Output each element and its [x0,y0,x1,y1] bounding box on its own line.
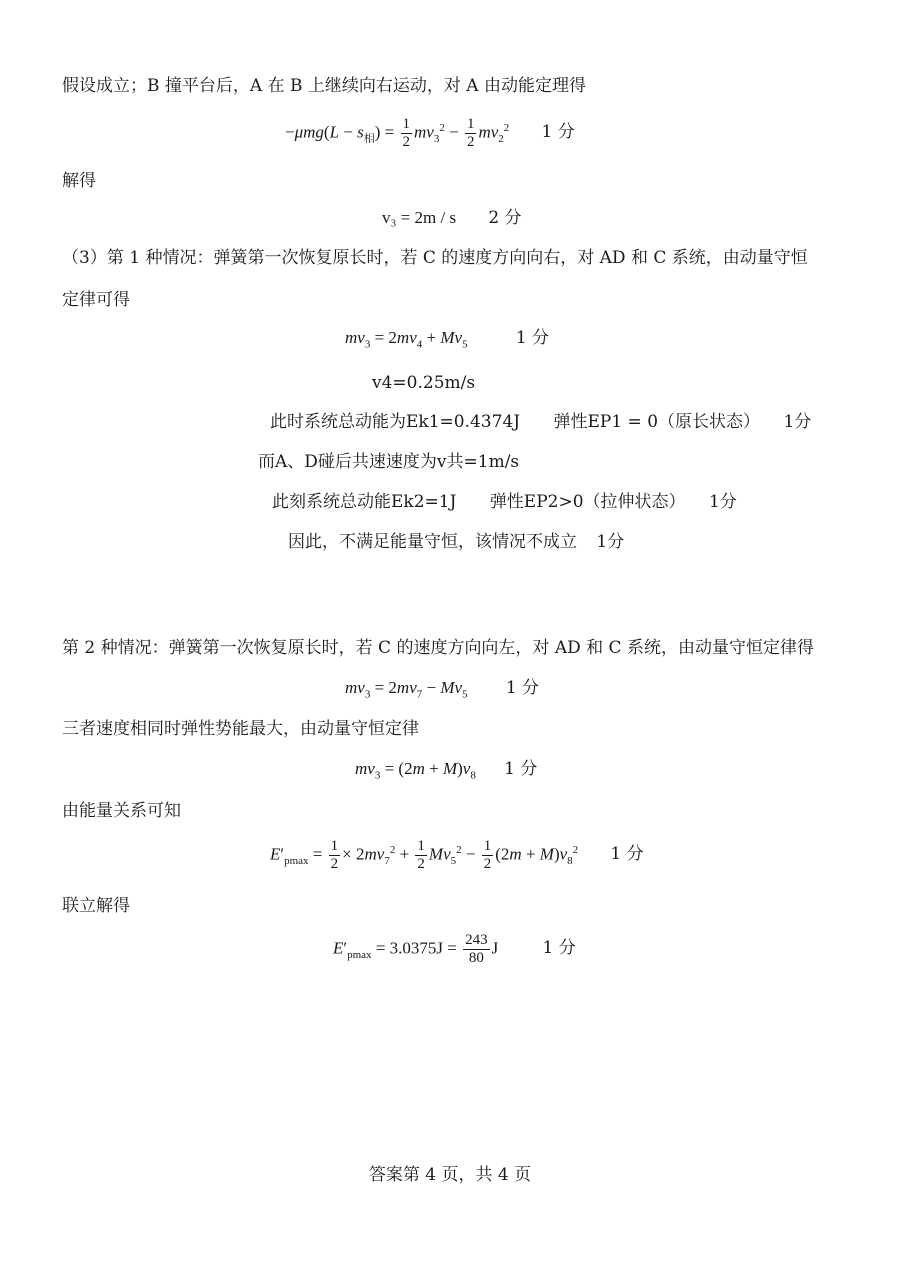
score-label: 1 分 [515,328,550,348]
text-line: 此刻系统总动能Ek2=1J 弹性EP2>0（拉伸状态） 1分 [272,492,737,512]
equation-work-energy: $-\mu mg(L - s_相)$ = $\frac{1}{2}$ $mv_3^2$ − $\frac{1}{2}$ $mv_2^2$ 1 分 [285,116,575,150]
equation-result-v3: v₃ = 2m / s 2 分 [382,208,522,228]
text-line: 由能量关系可知 [62,801,181,821]
text-line: 而A、D碰后共速速度为v共=1m/s [258,452,520,472]
text-line: 解得 [62,171,96,191]
text-line: 联立解得 [62,896,130,916]
text-line: 假设成立；B 撞平台后，A 在 B 上继续向右运动，对 A 由动能定理得 [62,76,586,96]
text-line: 三者速度相同时弹性势能最大，由动量守恒定律 [62,719,419,739]
equation-momentum-1: $mv_3 = 2mv_4 + Mv_5$ 1 分 [345,328,550,351]
text-line: v4=0.25m/s [372,373,476,393]
text-line: 定律可得 [62,290,130,310]
score-label: 1 分 [505,678,540,698]
equation-momentum-3: $mv_3 = (2m + M)v_8$ 1 分 [355,759,538,782]
equation-final-result: $E'_{pmax} = 3.0375J$ = $\frac{243}{80}$ J 1 分 [333,932,576,966]
score-label: 1 分 [542,938,576,959]
score-label: 1 分 [504,759,538,779]
page-footer: 答案第 4 页，共 4 页 [368,1165,532,1185]
score-label: 1 分 [541,122,575,143]
score-label: 2 分 [488,208,522,228]
text-line: （3）第 1 种情况：弹簧第一次恢复原长时，若 C 的速度方向向右，对 AD 和 C 系统，由动量守恒 [62,248,808,268]
score-label: 1 分 [610,844,644,865]
equation-energy: $E'_{pmax}$ = $\frac{1}{2}$ × $2mv_7^2$ + $\frac{1}{2}$ $Mv_5^2$ − $\frac{1}{2}$ $(2m + M)v_8^2$ 1 分 [270,838,644,872]
text-line: 第 2 种情况：弹簧第一次恢复原长时，若 C 的速度方向向左，对 AD 和 C 系统，由动量守恒定律得 [62,638,814,658]
text-line: 因此，不满足能量守恒，该情况不成立 1分 [288,532,625,552]
equation-momentum-2: $mv_3 = 2mv_7 - Mv_5$ 1 分 [345,678,540,701]
text-line: 此时系统总动能为Ek1=0.4374J 弹性EP1 = 0（原长状态） 1分 [270,412,812,432]
